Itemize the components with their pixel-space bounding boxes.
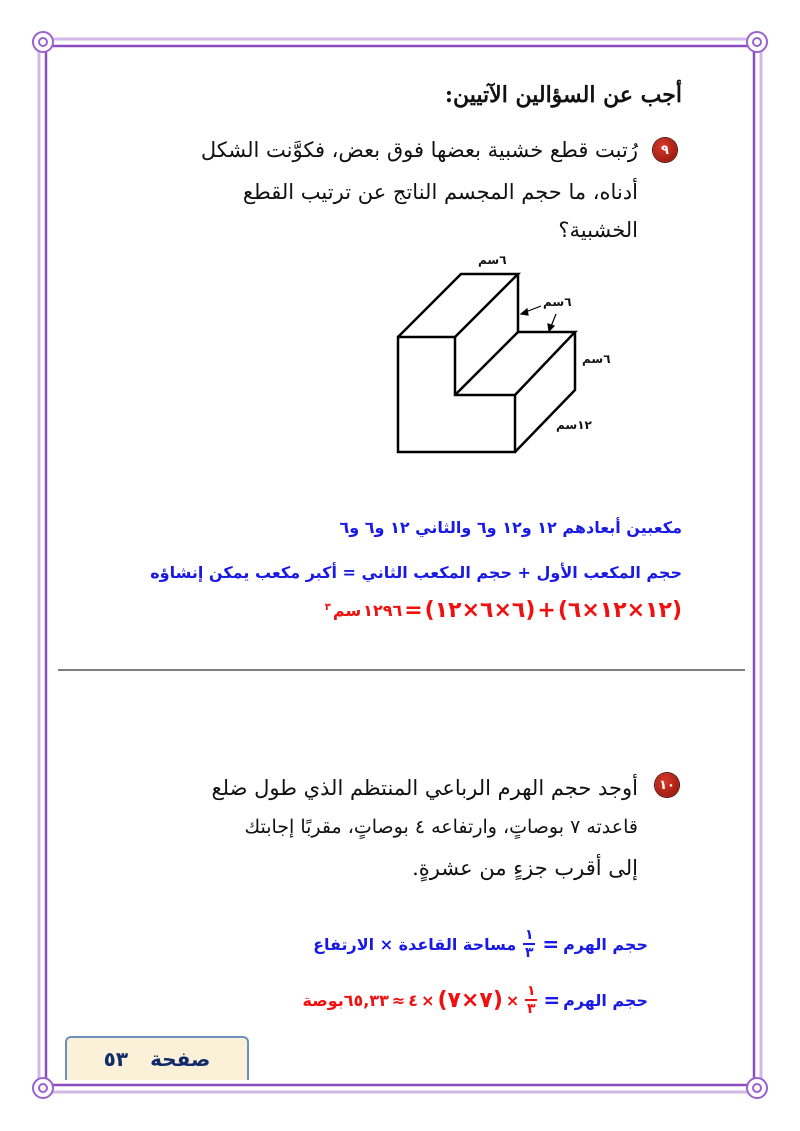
result: ٦٥,٣٣بوصة (302, 990, 389, 1010)
page-number: ٥٣ (103, 1047, 129, 1071)
calc-lhs: حجم الهرم (563, 990, 648, 1010)
section-heading: أجب عن السؤالين الآتيين: (444, 82, 682, 108)
question-10-line-1: أوجد حجم الهرم الرباعي المنتظم الذي طول ضلع (211, 776, 638, 800)
answer-10-calculation (303, 984, 648, 1016)
answer-10-formula (313, 928, 648, 960)
fraction-one-third (523, 928, 535, 960)
formula-lhs: حجم الهرم (563, 934, 648, 954)
stacked-blocks-figure (0, 0, 800, 480)
result: ١٢٩٦ (363, 601, 403, 620)
numerator: ١ (527, 983, 536, 999)
question-10-line-2: قاعدته ٧ بوصاتٍ، وارتفاعه ٤ بوصاتٍ، مقربًا إجابتك (244, 816, 638, 838)
question-number-badge: ٩ (653, 138, 677, 162)
times-sign: × (505, 990, 520, 1010)
denominator: ٣ (527, 1001, 536, 1017)
figure-label-step: ٦سم (543, 295, 572, 309)
question-9-line-2: أدناه، ما حجم المجسم الناتج عن ترتيب القطع (242, 180, 638, 204)
page-label: صفحة (150, 1047, 211, 1071)
unit: سم (332, 601, 362, 620)
answer-9-calculation (325, 598, 682, 623)
figure-label-right: ٦سم (582, 352, 611, 366)
equals-sign: = (404, 598, 423, 623)
denominator: ٣ (525, 945, 534, 961)
plus-sign: + (537, 598, 556, 623)
question-10-line-3: إلى أقرب جزءٍ من عشرةٍ. (412, 856, 638, 880)
fraction-one-third (525, 984, 537, 1016)
formula-rhs: مساحة القاعدة × الارتفاع (313, 934, 517, 954)
answer-9-line-1: مكعبين أبعادهم ١٢ و١٢ و٦ والثاني ١٢ و٦ و٦ (339, 518, 682, 537)
question-9-line-1: رُتبت قطع خشبية بعضها فوق بعض، فكوَّنت الشكل (200, 138, 638, 162)
answer-9-line-2: حجم المكعب الأول + حجم المكعب الثاني = أكبر مكعب يمكن إنشاؤه (150, 563, 682, 582)
numerator: ١ (525, 927, 534, 943)
equals-sign: = (542, 932, 560, 956)
times-sign: × (421, 990, 435, 1010)
base-area-group: (٧×٧) (437, 987, 503, 1013)
approx-sign: ≈ (391, 990, 406, 1010)
group-1: (١٢×١٢×٦) (557, 598, 682, 623)
figure-label-bottom: ١٢سم (556, 418, 592, 432)
page-number-box (65, 1036, 249, 1080)
figure-label-top: ٦سم (478, 253, 507, 267)
equals-sign: = (543, 988, 561, 1012)
question-9-line-3: الخشبية؟ (558, 218, 638, 242)
unit-power: ٣ (324, 602, 331, 613)
group-2: (٦×٦×١٢) (424, 598, 536, 623)
question-number-badge: ١٠ (655, 773, 679, 797)
height-value: ٤ (408, 990, 419, 1010)
